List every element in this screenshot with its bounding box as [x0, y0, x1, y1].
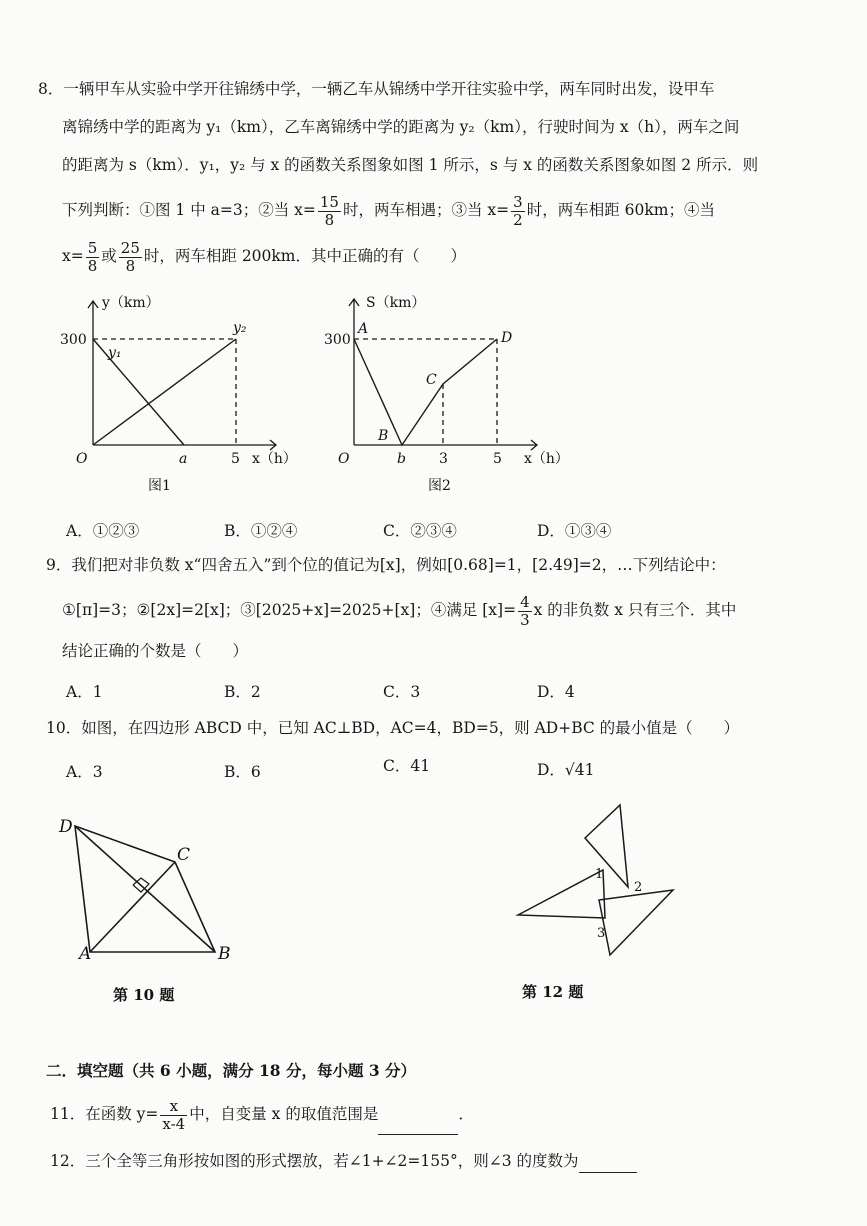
frac-num: 3	[513, 192, 523, 211]
fig2-ylabel: S（km）	[366, 295, 426, 311]
figure-q10-quadrilateral	[55, 812, 255, 1007]
frac-num: 25	[120, 238, 140, 257]
fig1-y300: 300	[60, 332, 87, 348]
angle-1-label: 1	[595, 867, 604, 882]
q11-answer-blank[interactable]	[378, 1094, 458, 1135]
fig10-B: B	[218, 944, 231, 964]
fig1-y1-label: y₁	[108, 345, 122, 361]
q8-line-4a: 下列判断：①图 1 中 a=3；②当 x=	[62, 201, 316, 219]
fig10-D: D	[59, 817, 73, 837]
q10-option-a[interactable]: A．3	[66, 763, 103, 781]
figure-q12-triangles	[510, 805, 690, 1005]
section-2-title: 二．填空题（共 6 小题，满分 18 分，每小题 3 分）	[46, 1061, 417, 1080]
q8-line-2: 离锦绣中学的距离为 y₁（km），乙车离锦绣中学的距离为 y₂（km），行驶时间为 x（h），两车之间	[62, 118, 740, 136]
q8-line-4	[62, 190, 715, 230]
q12-line	[50, 1150, 637, 1173]
q8-option-d[interactable]: D．①③④	[537, 522, 612, 540]
fig1-origin: O	[76, 451, 88, 467]
frac-den: 8	[125, 256, 136, 275]
q8-option-a[interactable]: A．①②③	[66, 522, 140, 540]
q8-line-4c: 时，两车相距 60km；④当	[526, 201, 715, 219]
q11-line	[50, 1094, 474, 1135]
fraction-3-2	[511, 194, 525, 229]
q10-option-d[interactable]: D．√41	[537, 761, 595, 779]
q8-line-3: 的距离为 s（km）．y₁，y₂ 与 x 的函数关系图象如图 1 所示，s 与 x 的函数关系图象如图 2 所示．则	[62, 156, 759, 174]
q8-or: 或	[101, 247, 117, 265]
fraction-5-8	[86, 240, 100, 275]
polyline-ABCD	[354, 339, 497, 445]
q8-line-5a: x=	[62, 247, 84, 265]
q8-line-5b: 时，两车相距 200km．其中正确的有（ ）	[143, 247, 466, 265]
angle-2-label: 2	[634, 880, 643, 895]
figure-2-graph	[318, 290, 578, 500]
q9-line-2b: x 的非负数 x 只有三个．其中	[533, 601, 737, 619]
q11-prefix: 11．在函数 y=	[50, 1105, 159, 1123]
line-y1	[93, 339, 184, 445]
fig2-y300: 300	[324, 332, 351, 348]
fig1-y2-label: y₂	[233, 320, 247, 336]
q10-line-1: 10．如图，在四边形 ABCD 中，已知 AC⊥BD，AC=4，BD=5，则 AD+BC 的最小值是（ ）	[46, 719, 740, 737]
triangle-left	[518, 870, 605, 918]
fraction-15-8	[318, 194, 341, 229]
q9-option-d[interactable]: D．4	[537, 683, 575, 701]
q12-answer-blank[interactable]	[579, 1150, 637, 1173]
q11-suffix: 中，自变量 x 的取值范围是	[189, 1105, 379, 1123]
q8-line-4b: 时，两车相遇；③当 x=	[342, 201, 510, 219]
fig1-caption: 图1	[148, 478, 171, 494]
triangle-right	[599, 890, 673, 955]
q9-line-2a: ①[π]=3；②[2x]=2[x]；③[2025+x]=2025+[x]；④满足 [x]=	[62, 601, 517, 619]
fig2-origin: O	[338, 451, 350, 467]
q8-option-b[interactable]: B．①②④	[224, 522, 298, 540]
q8-option-c[interactable]: C．②③④	[383, 522, 457, 540]
q9-option-c[interactable]: C．3	[383, 683, 421, 701]
frac-den: x-4	[162, 1114, 186, 1133]
q11-end: ．	[458, 1105, 474, 1123]
fig1-xlabel: x（h）	[252, 451, 297, 467]
angle-3-label: 3	[597, 926, 606, 941]
triangle-top	[585, 805, 628, 887]
q10-option-c[interactable]: C．41	[383, 757, 431, 775]
frac-num: 15	[319, 192, 339, 211]
q11-fraction	[160, 1098, 187, 1133]
fig1-ylabel: y（km）	[102, 295, 160, 311]
figure-1-graph	[50, 290, 297, 500]
fig2-C: C	[426, 372, 437, 388]
q9-line-1: 9．我们把对非负数 x“四舍五入”到个位的值记为[x]，例如[0.68]=1，[2.49]=2，…下列结论中：	[46, 556, 726, 574]
frac-den: 8	[324, 210, 335, 229]
q8-line-1: 8．一辆甲车从实验中学开往锦绣中学，一辆乙车从锦绣中学开往实验中学，两车同时出发，设甲车	[38, 80, 715, 98]
fig10-C: C	[177, 845, 191, 865]
q8-line-5	[62, 236, 466, 276]
frac-den: 2	[513, 210, 523, 229]
fig2-xlabel: x（h）	[524, 451, 569, 467]
diagonal-BD	[75, 826, 215, 952]
q12-text: 12．三个全等三角形按如图的形式摆放，若∠1+∠2=155°，则∠3 的度数为	[50, 1152, 579, 1170]
frac-den: 3	[520, 610, 530, 629]
fig10-A: A	[79, 944, 92, 964]
fig2-x5: 5	[493, 451, 502, 467]
fig1-xa: a	[179, 451, 188, 467]
frac-den: 8	[87, 256, 98, 275]
q10-option-b[interactable]: B．6	[224, 763, 261, 781]
fraction-25-8	[119, 240, 142, 275]
q9-option-a[interactable]: A．1	[66, 683, 103, 701]
diagonal-AC	[90, 862, 175, 952]
fig2-A: A	[358, 321, 369, 337]
fig2-D: D	[501, 330, 513, 346]
q9-line-3: 结论正确的个数是（ ）	[62, 642, 249, 660]
fig12-caption: 第 12 题	[522, 983, 584, 1001]
fig1-x5: 5	[231, 451, 240, 467]
fig10-caption: 第 10 题	[113, 986, 175, 1004]
fraction-4-3	[518, 594, 532, 629]
fig2-B: B	[378, 428, 389, 444]
fig2-xb: b	[397, 451, 406, 467]
fig2-x3: 3	[439, 451, 448, 467]
frac-num: 5	[87, 238, 98, 257]
frac-num: 4	[520, 592, 530, 611]
fig2-caption: 图2	[428, 478, 451, 494]
q9-line-2	[62, 590, 736, 630]
q9-option-b[interactable]: B．2	[224, 683, 261, 701]
frac-num: x	[160, 1098, 187, 1116]
